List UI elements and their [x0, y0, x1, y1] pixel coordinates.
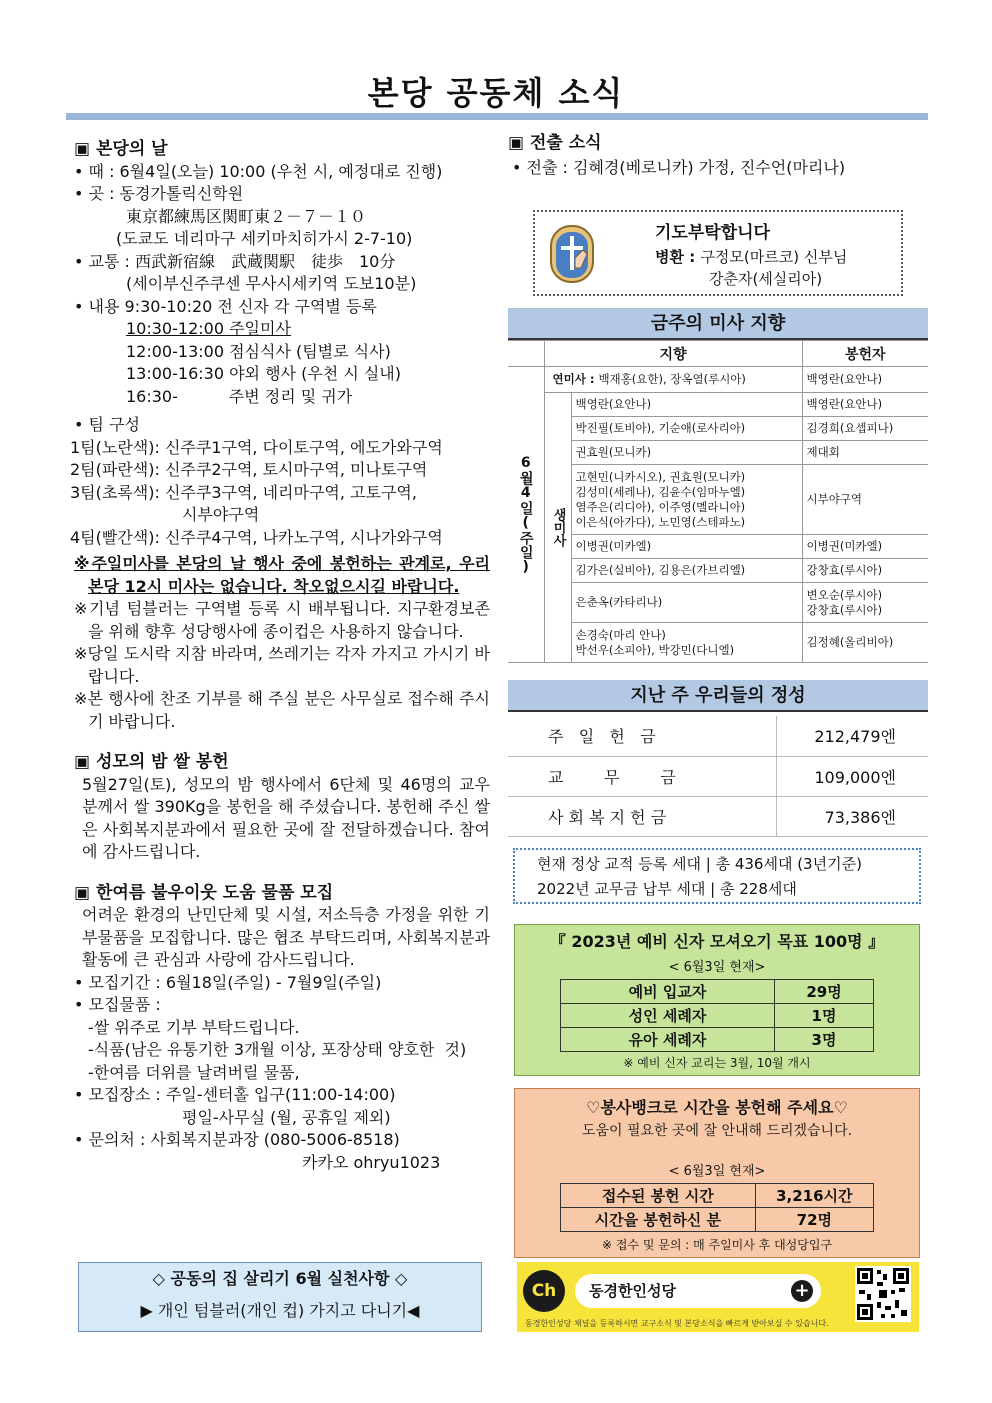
summer-kakao: 카카오 ohryu1023 — [302, 1152, 441, 1172]
goal-value: 29명 — [775, 980, 874, 1004]
mass-intent: 백영란(요안나) — [571, 393, 802, 417]
giving-label: 사 회 복 지 헌 금 — [508, 796, 776, 836]
giving-value: 109,000엔 — [776, 756, 928, 796]
volunteer-value: 3,216시간 — [755, 1184, 873, 1208]
mass-intent: 권효원(모니카) — [571, 441, 802, 465]
mass-intent: 김가은(실비아), 김용은(가브리엘) — [571, 559, 802, 583]
registration-box — [513, 848, 921, 904]
mass-intent: 고현민(니카시오), 권효원(모니카) 김성미(세레나), 김윤수(임마누엘) 염주은(리디아), 이주영(멜라니아) 이은식(아가다), 노민영(스테파노) — [571, 465, 802, 535]
notice-tumbler: ※기념 텀블러는 구역별 등록 시 배부됩니다. 지구환경보존을 위해 향후 성당행사에 종이컵은 사용하지 않습니다. — [74, 599, 490, 641]
goal-label: 예비 입교자 — [561, 980, 775, 1004]
summer-line: -한여름 더위를 날려버릴 물품, — [88, 1062, 300, 1082]
mass-date-header — [508, 341, 544, 367]
parish-day-line: (세이부신주쿠센 무사시세키역 도보10분) — [126, 274, 417, 293]
summer-line: • 모집물품 : — [74, 995, 161, 1014]
kakao-channel-name[interactable]: 동경한인성당 + — [575, 1274, 821, 1308]
registration-line: 현재 정상 교적 등록 세대 | 총 436세대 (3년기준) — [537, 855, 862, 873]
common-home-box — [78, 1262, 482, 1332]
summer-line: • 모집장소 : 주일-센터홀 입구(11:00-14:00) — [74, 1085, 396, 1104]
qr-code-icon[interactable] — [855, 1266, 911, 1322]
volunteer-title: ♡봉사뱅크로 시간을 봉헌해 주세요♡ — [586, 1098, 848, 1117]
mass-donor: 백영란(요안나) — [802, 393, 928, 417]
volunteer-subtitle: 도움이 필요한 곳에 잘 안내해 드리겠습니다. — [581, 1123, 853, 1139]
common-home-title: ◇ 공동의 집 살리기 6월 실천사항 ◇ — [152, 1269, 408, 1288]
parish-day-line: • 때 : 6월4일(오늘) 10:00 (우천 시, 예정대로 진행) — [74, 161, 443, 181]
volunteer-bank-box — [514, 1088, 920, 1258]
mass-donor: 이병권(미카엘) — [802, 535, 928, 559]
parish-day-line: • 교통 : 西武新宿線 武蔵関駅 徒歩 10分 — [74, 251, 396, 271]
praying-hands-window-icon — [549, 224, 595, 284]
goal-value: 1명 — [775, 1004, 874, 1028]
mass-col-intent: 지향 — [544, 341, 802, 367]
mass-date: 6월4일(주일) — [508, 367, 544, 663]
registration-line: 2022년 교무금 납부 세대 | 총 228세대 — [537, 880, 797, 898]
prayer-line: 강춘자(세실리아) — [709, 270, 823, 288]
goal-note: ※ 예비 신자 교리는 3월, 10월 개시 — [623, 1056, 811, 1070]
parish-day-schedule: 10:30-12:00 주일미사 — [126, 319, 291, 338]
summer-line: 평일-사무실 (월, 공휴일 제외) — [182, 1107, 391, 1127]
mass-yeon-intent: 연미사 : 백재홍(요한), 장옥열(루시아) — [544, 367, 802, 393]
kakao-channel-icon: Ch — [523, 1270, 565, 1312]
mass-intent: 은춘옥(카타리나) — [571, 583, 802, 623]
add-channel-icon[interactable]: + — [791, 1280, 813, 1302]
parish-day-line: • 곳 : 동경가톨릭신학원 — [74, 184, 244, 203]
parish-day-schedule: 16:30- 주변 정리 및 귀가 — [126, 386, 353, 406]
notice-lunch: ※당일 도시락 지참 바라며, 쓰레기는 각자 가지고 가시기 바랍니다. — [74, 644, 490, 686]
mass-donor: 강창효(루시아) — [802, 559, 928, 583]
summer-line: • 모집기간 : 6월18일(주일) - 7월9일(주일) — [74, 972, 382, 992]
mass-donor: 김경희(요셉피나) — [802, 417, 928, 441]
mass-donor: 김정혜(올리비아) — [802, 623, 928, 663]
prayer-line: 병환 : 구정모(마르코) 신부님 — [655, 248, 848, 266]
common-home-action: ▶ 개인 텀블러(개인 컵) 가지고 다니기◀ — [140, 1301, 420, 1320]
title-divider — [66, 113, 928, 120]
left-column — [70, 138, 490, 1174]
prayer-title: 기도부탁합니다 — [655, 223, 770, 243]
mass-donor: 변오순(루시아) 강창효(루시아) — [802, 583, 928, 623]
giving-label: 주 일 헌 금 — [508, 716, 776, 756]
giving-label: 교 무 금 — [508, 756, 776, 796]
giving-value: 73,386엔 — [776, 796, 928, 836]
giving-heading: 지난 주 우리들의 정성 — [508, 680, 928, 712]
parish-day-address-jp: 東京都練馬区関町東２－７－１０ — [126, 206, 367, 226]
volunteer-date: < 6월3일 현재> — [668, 1164, 766, 1179]
parish-day-schedule: 12:00-13:00 점심식사 (팀별로 식사) — [126, 341, 391, 361]
mass-donor: 시부야구역 — [802, 465, 928, 535]
volunteer-table — [560, 1183, 874, 1232]
goal-value: 3명 — [775, 1028, 874, 1052]
team-heading: • 팀 구성 — [74, 415, 140, 434]
team-line: 2팀(파란색): 신주쿠2구역, 토시마구역, 미나토구역 — [70, 460, 428, 479]
summer-heading: ▣ 한여름 불우이웃 도움 물품 모집 — [74, 882, 334, 903]
mass-intent: 박진필(토비아), 기순애(로사리아) — [571, 417, 802, 441]
summer-text: 어려운 환경의 난민단체 및 시설, 저소득층 가정을 위한 기부물품을 모집합니다. 많은 협조 부탁드리며, 사회복지분과 활동에 큰 관심과 사랑에 감사드립니다. — [82, 905, 490, 969]
mass-donor: 제대회 — [802, 441, 928, 465]
parish-day-line: • 내용 9:30-10:20 전 신자 각 구역별 등록 — [74, 296, 377, 316]
rice-heading: ▣ 성모의 밤 쌀 봉헌 — [74, 752, 229, 772]
team-line: 3팀(초록색): 신주쿠3구역, 네리마구역, 고토구역, — [70, 482, 417, 502]
team-line: 시부야구역 — [182, 505, 260, 524]
kakao-channel-banner[interactable] — [517, 1262, 919, 1332]
rice-text: 5월27일(토), 성모의 밤 행사에서 6단체 및 46명의 교우 분께서 쌀 390Kg을 봉헌을 해 주셨습니다. 봉헌해 주신 쌀은 사회복지분과에서 필요한 곳에 잘 전달하겠습니다. 참여에 감사드립니다. — [82, 774, 490, 861]
summer-line: -식품(남은 유통기한 3개월 이상, 포장상태 양호한 것) — [88, 1040, 467, 1059]
mass-yeon-donor: 백영란(요안나) — [802, 367, 928, 393]
giving-value: 212,479엔 — [776, 716, 928, 756]
prayer-request-box — [533, 210, 903, 296]
goal-date: < 6월3일 현재> — [668, 960, 766, 975]
parish-day-heading: ▣ 본당의 날 — [74, 139, 168, 159]
goal-table — [560, 979, 874, 1052]
mass-intention-table — [508, 340, 928, 663]
team-line: 4팀(빨간색): 신주쿠4구역, 나카노구역, 시나가와구역 — [70, 527, 443, 547]
volunteer-value: 72명 — [755, 1208, 873, 1232]
catechumen-goal-box — [514, 924, 920, 1076]
goal-label: 성인 세례자 — [561, 1004, 775, 1028]
team-line: 1팀(노란색): 신주쿠1구역, 다이토구역, 에도가와구역 — [70, 437, 443, 457]
kakao-footer: 동경한인성당 채널을 등록하시면 교구소식 및 본당소식을 빠르게 받아보실 수 있습니다. — [525, 1319, 829, 1328]
goal-label: 유아 세례자 — [561, 1028, 775, 1052]
goal-title: 『 2023년 예비 신자 모셔오기 목표 100명 』 — [549, 932, 885, 951]
volunteer-label: 시간을 봉헌하신 분 — [561, 1208, 756, 1232]
notice-donation: ※본 행사에 찬조 기부를 해 주실 분은 사무실로 접수해 주시기 바랍니다. — [74, 689, 490, 731]
right-column — [508, 130, 928, 180]
summer-line: -쌀 위주로 기부 부탁드립니다. — [88, 1017, 300, 1037]
departure-heading: ▣ 전출 소식 — [508, 133, 602, 153]
parish-day-address-kr: (도쿄도 네리마구 세키마치히가시 2-7-10) — [116, 229, 413, 248]
notice-mass: ※주일미사를 본당의 날 행사 중에 봉헌하는 관계로, 우리 본당 12시 미사는 없습니다. 착오없으시길 바랍니다. — [74, 554, 490, 596]
mass-heading: 금주의 미사 지향 — [508, 308, 928, 340]
mass-intent: 이병권(미카엘) — [571, 535, 802, 559]
mass-intent: 손경숙(마리 안나) 박선우(소피아), 박강민(다니엘) — [571, 623, 802, 663]
page-title: 본당 공동체 소식 — [367, 74, 625, 112]
mass-col-donor: 봉헌자 — [802, 341, 928, 367]
volunteer-note: ※ 접수 및 문의 : 매 주일미사 후 대성당입구 — [601, 1238, 833, 1252]
giving-table — [508, 716, 928, 837]
volunteer-label: 접수된 봉헌 시간 — [561, 1184, 756, 1208]
departure-line: • 전출 : 김혜경(베로니카) 가정, 진수언(마리나) — [512, 158, 846, 177]
mass-saeng-label: 생미사 — [544, 393, 571, 663]
summer-line: • 문의처 : 사회복지분과장 (080-5006-8518) — [74, 1130, 400, 1149]
parish-day-schedule: 13:00-16:30 야외 행사 (우천 시 실내) — [126, 364, 402, 383]
